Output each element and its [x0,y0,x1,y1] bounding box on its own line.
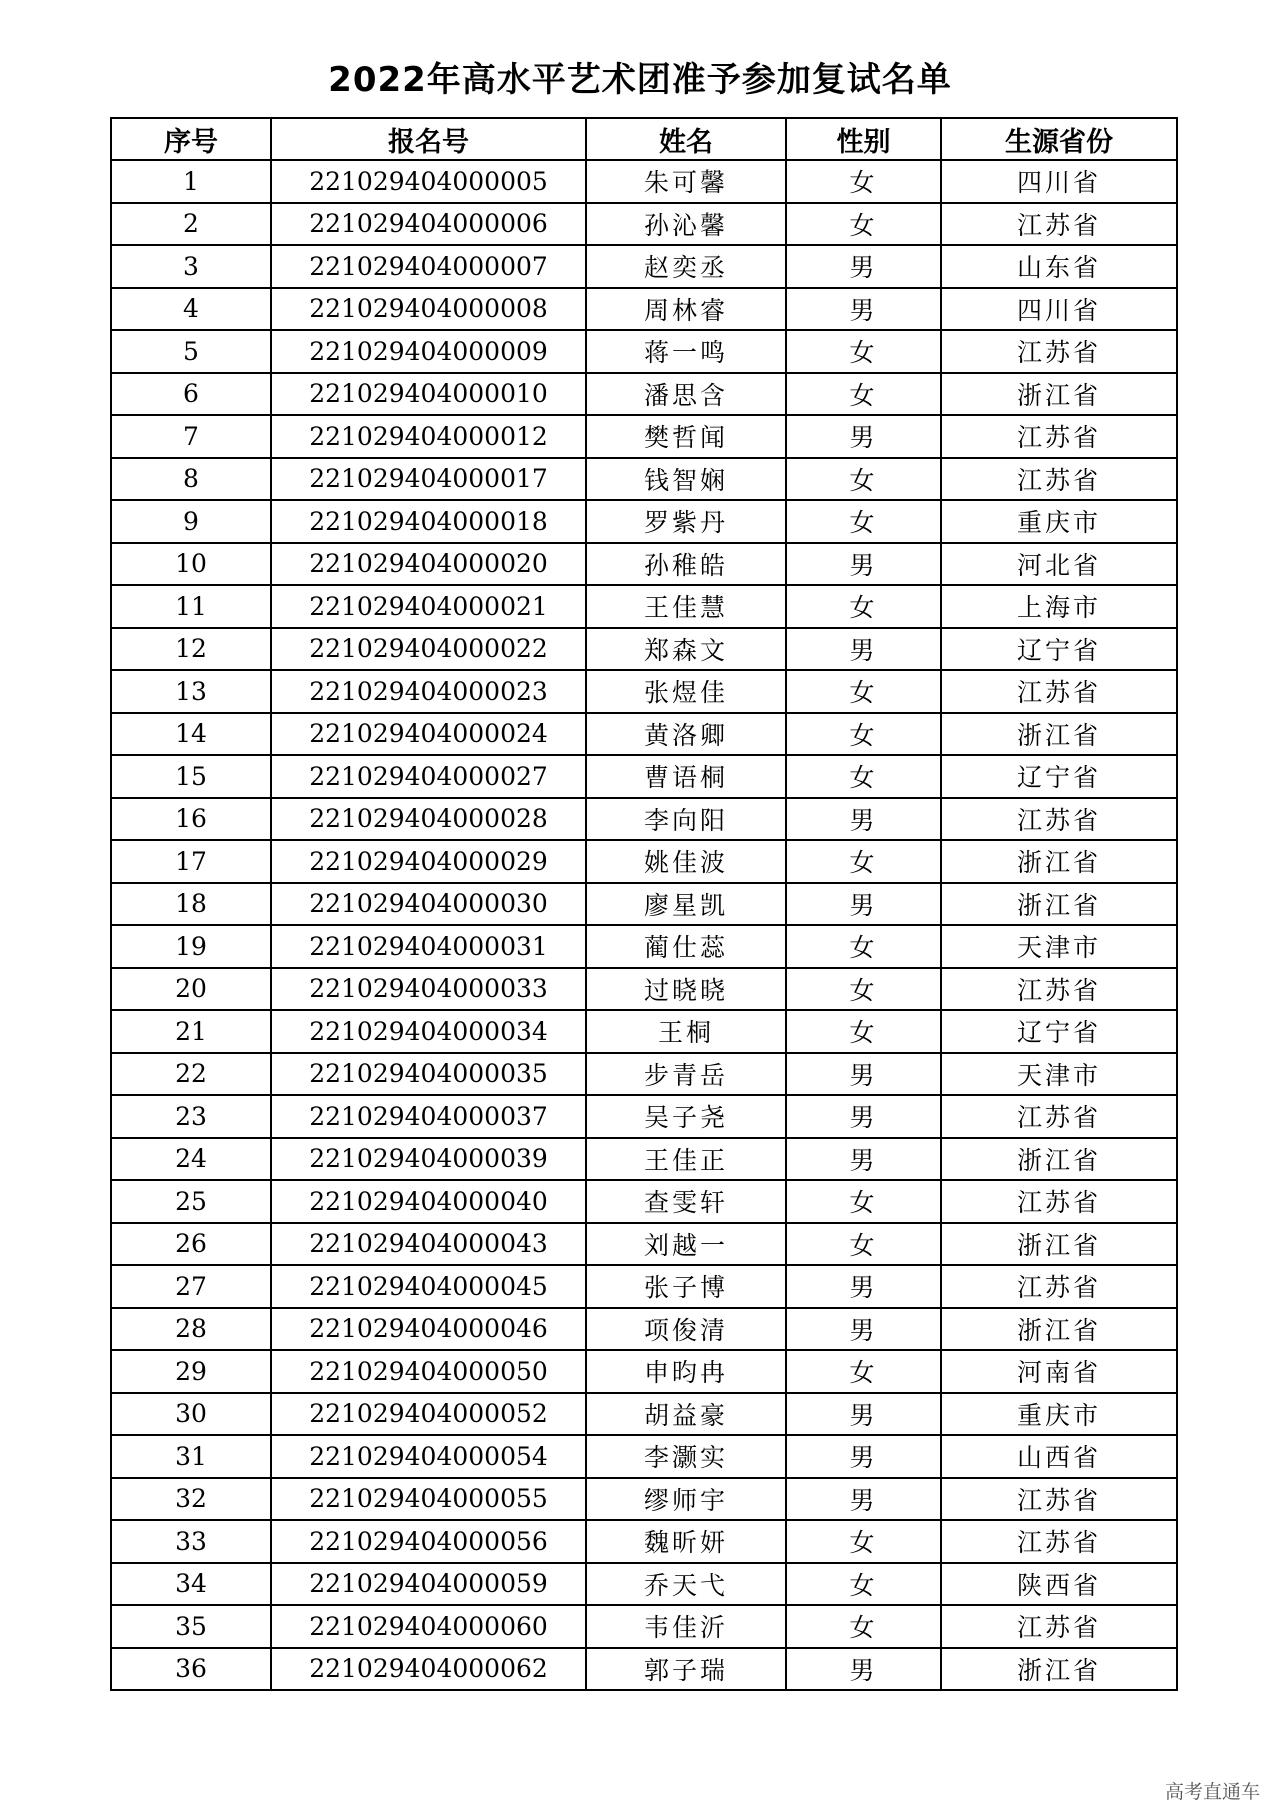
name-cell: 查雯轩 [586,1180,786,1223]
row-index-cell: 12 [111,628,271,671]
table-row [111,1435,1177,1478]
province-cell: 江苏省 [941,1520,1177,1563]
gender-cell: 女 [786,1605,941,1648]
province-cell: 山西省 [941,1435,1177,1478]
table-row [111,1180,1177,1223]
name-cell: 郑森文 [586,628,786,671]
registration-number-cell: 221029404000009 [271,330,586,373]
table-row [111,1648,1177,1691]
registration-number-cell: 221029404000023 [271,670,586,713]
name-cell: 郭子瑞 [586,1648,786,1691]
row-index-cell: 7 [111,415,271,458]
table-row [111,203,1177,246]
gender-cell: 女 [786,755,941,798]
row-index-cell: 21 [111,1010,271,1053]
registration-number-cell: 221029404000028 [271,798,586,841]
province-cell: 江苏省 [941,670,1177,713]
row-index-cell: 36 [111,1648,271,1691]
name-cell: 廖星凯 [586,883,786,926]
gender-cell: 女 [786,925,941,968]
name-cell: 孙稚皓 [586,543,786,586]
name-cell: 蔺仕蕊 [586,925,786,968]
row-index-cell: 34 [111,1563,271,1606]
province-cell: 江苏省 [941,203,1177,246]
table-row [111,543,1177,586]
registration-number-cell: 221029404000007 [271,245,586,288]
name-cell: 钱智娴 [586,458,786,501]
registration-number-cell: 221029404000056 [271,1520,586,1563]
registration-number-cell: 221029404000020 [271,543,586,586]
province-cell: 辽宁省 [941,1010,1177,1053]
province-cell: 浙江省 [941,713,1177,756]
table-row [111,330,1177,373]
registration-number-cell: 221029404000060 [271,1605,586,1648]
table-row [111,245,1177,288]
registration-number-cell: 221029404000043 [271,1223,586,1266]
row-index-cell: 3 [111,245,271,288]
name-cell: 曹语桐 [586,755,786,798]
name-cell: 韦佳沂 [586,1605,786,1648]
gender-cell: 女 [786,1350,941,1393]
province-cell: 陕西省 [941,1563,1177,1606]
province-cell: 江苏省 [941,1478,1177,1521]
registration-number-cell: 221029404000018 [271,500,586,543]
gender-cell: 女 [786,458,941,501]
table-row [111,1350,1177,1393]
row-index-cell: 32 [111,1478,271,1521]
registration-number-cell: 221029404000054 [271,1435,586,1478]
province-cell: 天津市 [941,1053,1177,1096]
registration-number-cell: 221029404000010 [271,373,586,416]
gender-cell: 女 [786,1010,941,1053]
table-row [111,288,1177,331]
gender-cell: 男 [786,628,941,671]
table-row [111,585,1177,628]
gender-cell: 女 [786,1520,941,1563]
registration-number-cell: 221029404000033 [271,968,586,1011]
name-cell: 周林睿 [586,288,786,331]
column-header-index: 序号 [111,118,271,160]
gender-cell: 女 [786,1563,941,1606]
row-index-cell: 17 [111,840,271,883]
province-cell: 山东省 [941,245,1177,288]
name-cell: 乔天弋 [586,1563,786,1606]
column-header-registration-number: 报名号 [271,118,586,160]
registration-number-cell: 221029404000050 [271,1350,586,1393]
name-cell: 王桐 [586,1010,786,1053]
registration-number-cell: 221029404000055 [271,1478,586,1521]
province-cell: 江苏省 [941,458,1177,501]
table-row [111,1478,1177,1521]
table-header-row [111,118,1177,160]
registration-number-cell: 221029404000040 [271,1180,586,1223]
row-index-cell: 35 [111,1605,271,1648]
province-cell: 四川省 [941,288,1177,331]
name-cell: 项俊清 [586,1308,786,1351]
registration-number-cell: 221029404000008 [271,288,586,331]
registration-number-cell: 221029404000034 [271,1010,586,1053]
page-title: 2022年高水平艺术团准予参加复试名单 [328,60,952,100]
table-row [111,925,1177,968]
name-cell: 罗紫丹 [586,500,786,543]
gender-cell: 男 [786,1308,941,1351]
row-index-cell: 18 [111,883,271,926]
gender-cell: 女 [786,203,941,246]
province-cell: 江苏省 [941,415,1177,458]
gender-cell: 男 [786,1648,941,1691]
row-index-cell: 30 [111,1393,271,1436]
registration-number-cell: 221029404000039 [271,1138,586,1181]
province-cell: 辽宁省 [941,628,1177,671]
name-cell: 王佳正 [586,1138,786,1181]
table-row [111,883,1177,926]
province-cell: 江苏省 [941,330,1177,373]
gender-cell: 女 [786,670,941,713]
registration-number-cell: 221029404000030 [271,883,586,926]
registration-number-cell: 221029404000027 [271,755,586,798]
table-row [111,373,1177,416]
registration-number-cell: 221029404000045 [271,1265,586,1308]
row-index-cell: 23 [111,1095,271,1138]
gender-cell: 男 [786,883,941,926]
name-cell: 胡益豪 [586,1393,786,1436]
name-cell: 樊哲闻 [586,415,786,458]
province-cell: 江苏省 [941,1180,1177,1223]
gender-cell: 男 [786,1393,941,1436]
gender-cell: 男 [786,1478,941,1521]
watermark: 高考直通车 [1164,1781,1260,1803]
table-row [111,1265,1177,1308]
name-cell: 黄洛卿 [586,713,786,756]
row-index-cell: 10 [111,543,271,586]
gender-cell: 男 [786,1053,941,1096]
table-row [111,1563,1177,1606]
name-cell: 过晓晓 [586,968,786,1011]
gender-cell: 女 [786,713,941,756]
name-cell: 张煜佳 [586,670,786,713]
row-index-cell: 15 [111,755,271,798]
province-cell: 重庆市 [941,1393,1177,1436]
table-row [111,1138,1177,1181]
gender-cell: 女 [786,585,941,628]
row-index-cell: 13 [111,670,271,713]
table-row [111,1053,1177,1096]
gender-cell: 男 [786,1265,941,1308]
name-cell: 刘越一 [586,1223,786,1266]
province-cell: 江苏省 [941,1265,1177,1308]
row-index-cell: 2 [111,203,271,246]
row-index-cell: 24 [111,1138,271,1181]
name-cell: 张子博 [586,1265,786,1308]
registration-number-cell: 221029404000012 [271,415,586,458]
gender-cell: 女 [786,160,941,203]
table-row [111,500,1177,543]
name-cell: 赵奕丞 [586,245,786,288]
row-index-cell: 26 [111,1223,271,1266]
province-cell: 浙江省 [941,840,1177,883]
row-index-cell: 16 [111,798,271,841]
name-cell: 李灏实 [586,1435,786,1478]
province-cell: 江苏省 [941,1095,1177,1138]
table-row [111,1095,1177,1138]
registration-number-cell: 221029404000024 [271,713,586,756]
row-index-cell: 9 [111,500,271,543]
gender-cell: 女 [786,330,941,373]
column-header-name: 姓名 [586,118,786,160]
gender-cell: 男 [786,288,941,331]
gender-cell: 男 [786,543,941,586]
gender-cell: 女 [786,968,941,1011]
gender-cell: 男 [786,415,941,458]
province-cell: 河南省 [941,1350,1177,1393]
province-cell: 江苏省 [941,798,1177,841]
name-cell: 步青岳 [586,1053,786,1096]
table-row [111,458,1177,501]
registration-number-cell: 221029404000017 [271,458,586,501]
column-header-province: 生源省份 [941,118,1177,160]
province-cell: 上海市 [941,585,1177,628]
province-cell: 浙江省 [941,1648,1177,1691]
registration-number-cell: 221029404000059 [271,1563,586,1606]
registration-number-cell: 221029404000062 [271,1648,586,1691]
name-cell: 蒋一鸣 [586,330,786,373]
table-row [111,755,1177,798]
table-row [111,713,1177,756]
table-row [111,1223,1177,1266]
registration-number-cell: 221029404000035 [271,1053,586,1096]
name-cell: 姚佳波 [586,840,786,883]
province-cell: 辽宁省 [941,755,1177,798]
name-cell: 缪师宇 [586,1478,786,1521]
row-index-cell: 22 [111,1053,271,1096]
province-cell: 重庆市 [941,500,1177,543]
name-cell: 王佳慧 [586,585,786,628]
row-index-cell: 5 [111,330,271,373]
name-cell: 孙沁馨 [586,203,786,246]
gender-cell: 女 [786,373,941,416]
name-cell: 朱可馨 [586,160,786,203]
registration-number-cell: 221029404000022 [271,628,586,671]
row-index-cell: 25 [111,1180,271,1223]
table-row [111,670,1177,713]
province-cell: 河北省 [941,543,1177,586]
gender-cell: 男 [786,1435,941,1478]
name-cell: 潘思含 [586,373,786,416]
province-cell: 浙江省 [941,1223,1177,1266]
table-row [111,798,1177,841]
gender-cell: 男 [786,245,941,288]
registration-number-cell: 221029404000031 [271,925,586,968]
admission-list-table [110,117,1178,1691]
row-index-cell: 19 [111,925,271,968]
name-cell: 申昀冉 [586,1350,786,1393]
province-cell: 浙江省 [941,883,1177,926]
registration-number-cell: 221029404000006 [271,203,586,246]
province-cell: 江苏省 [941,968,1177,1011]
table-row [111,160,1177,203]
table-row [111,1308,1177,1351]
row-index-cell: 33 [111,1520,271,1563]
province-cell: 江苏省 [941,1605,1177,1648]
name-cell: 魏昕妍 [586,1520,786,1563]
registration-number-cell: 221029404000021 [271,585,586,628]
row-index-cell: 6 [111,373,271,416]
gender-cell: 女 [786,500,941,543]
registration-number-cell: 221029404000029 [271,840,586,883]
row-index-cell: 31 [111,1435,271,1478]
row-index-cell: 28 [111,1308,271,1351]
province-cell: 天津市 [941,925,1177,968]
row-index-cell: 8 [111,458,271,501]
row-index-cell: 4 [111,288,271,331]
row-index-cell: 29 [111,1350,271,1393]
registration-number-cell: 221029404000046 [271,1308,586,1351]
table-row [111,415,1177,458]
row-index-cell: 14 [111,713,271,756]
registration-number-cell: 221029404000037 [271,1095,586,1138]
table-row [111,968,1177,1011]
registration-number-cell: 221029404000005 [271,160,586,203]
gender-cell: 男 [786,1138,941,1181]
row-index-cell: 20 [111,968,271,1011]
row-index-cell: 11 [111,585,271,628]
table-row [111,1010,1177,1053]
name-cell: 李向阳 [586,798,786,841]
table-row [111,1520,1177,1563]
name-cell: 吴子尧 [586,1095,786,1138]
row-index-cell: 27 [111,1265,271,1308]
table-row [111,1605,1177,1648]
table-row [111,628,1177,671]
gender-cell: 男 [786,798,941,841]
province-cell: 浙江省 [941,1138,1177,1181]
gender-cell: 女 [786,1223,941,1266]
gender-cell: 男 [786,1095,941,1138]
column-header-gender: 性别 [786,118,941,160]
row-index-cell: 1 [111,160,271,203]
gender-cell: 女 [786,1180,941,1223]
province-cell: 浙江省 [941,1308,1177,1351]
registration-number-cell: 221029404000052 [271,1393,586,1436]
province-cell: 浙江省 [941,373,1177,416]
gender-cell: 女 [786,840,941,883]
province-cell: 四川省 [941,160,1177,203]
table-row [111,840,1177,883]
table-row [111,1393,1177,1436]
